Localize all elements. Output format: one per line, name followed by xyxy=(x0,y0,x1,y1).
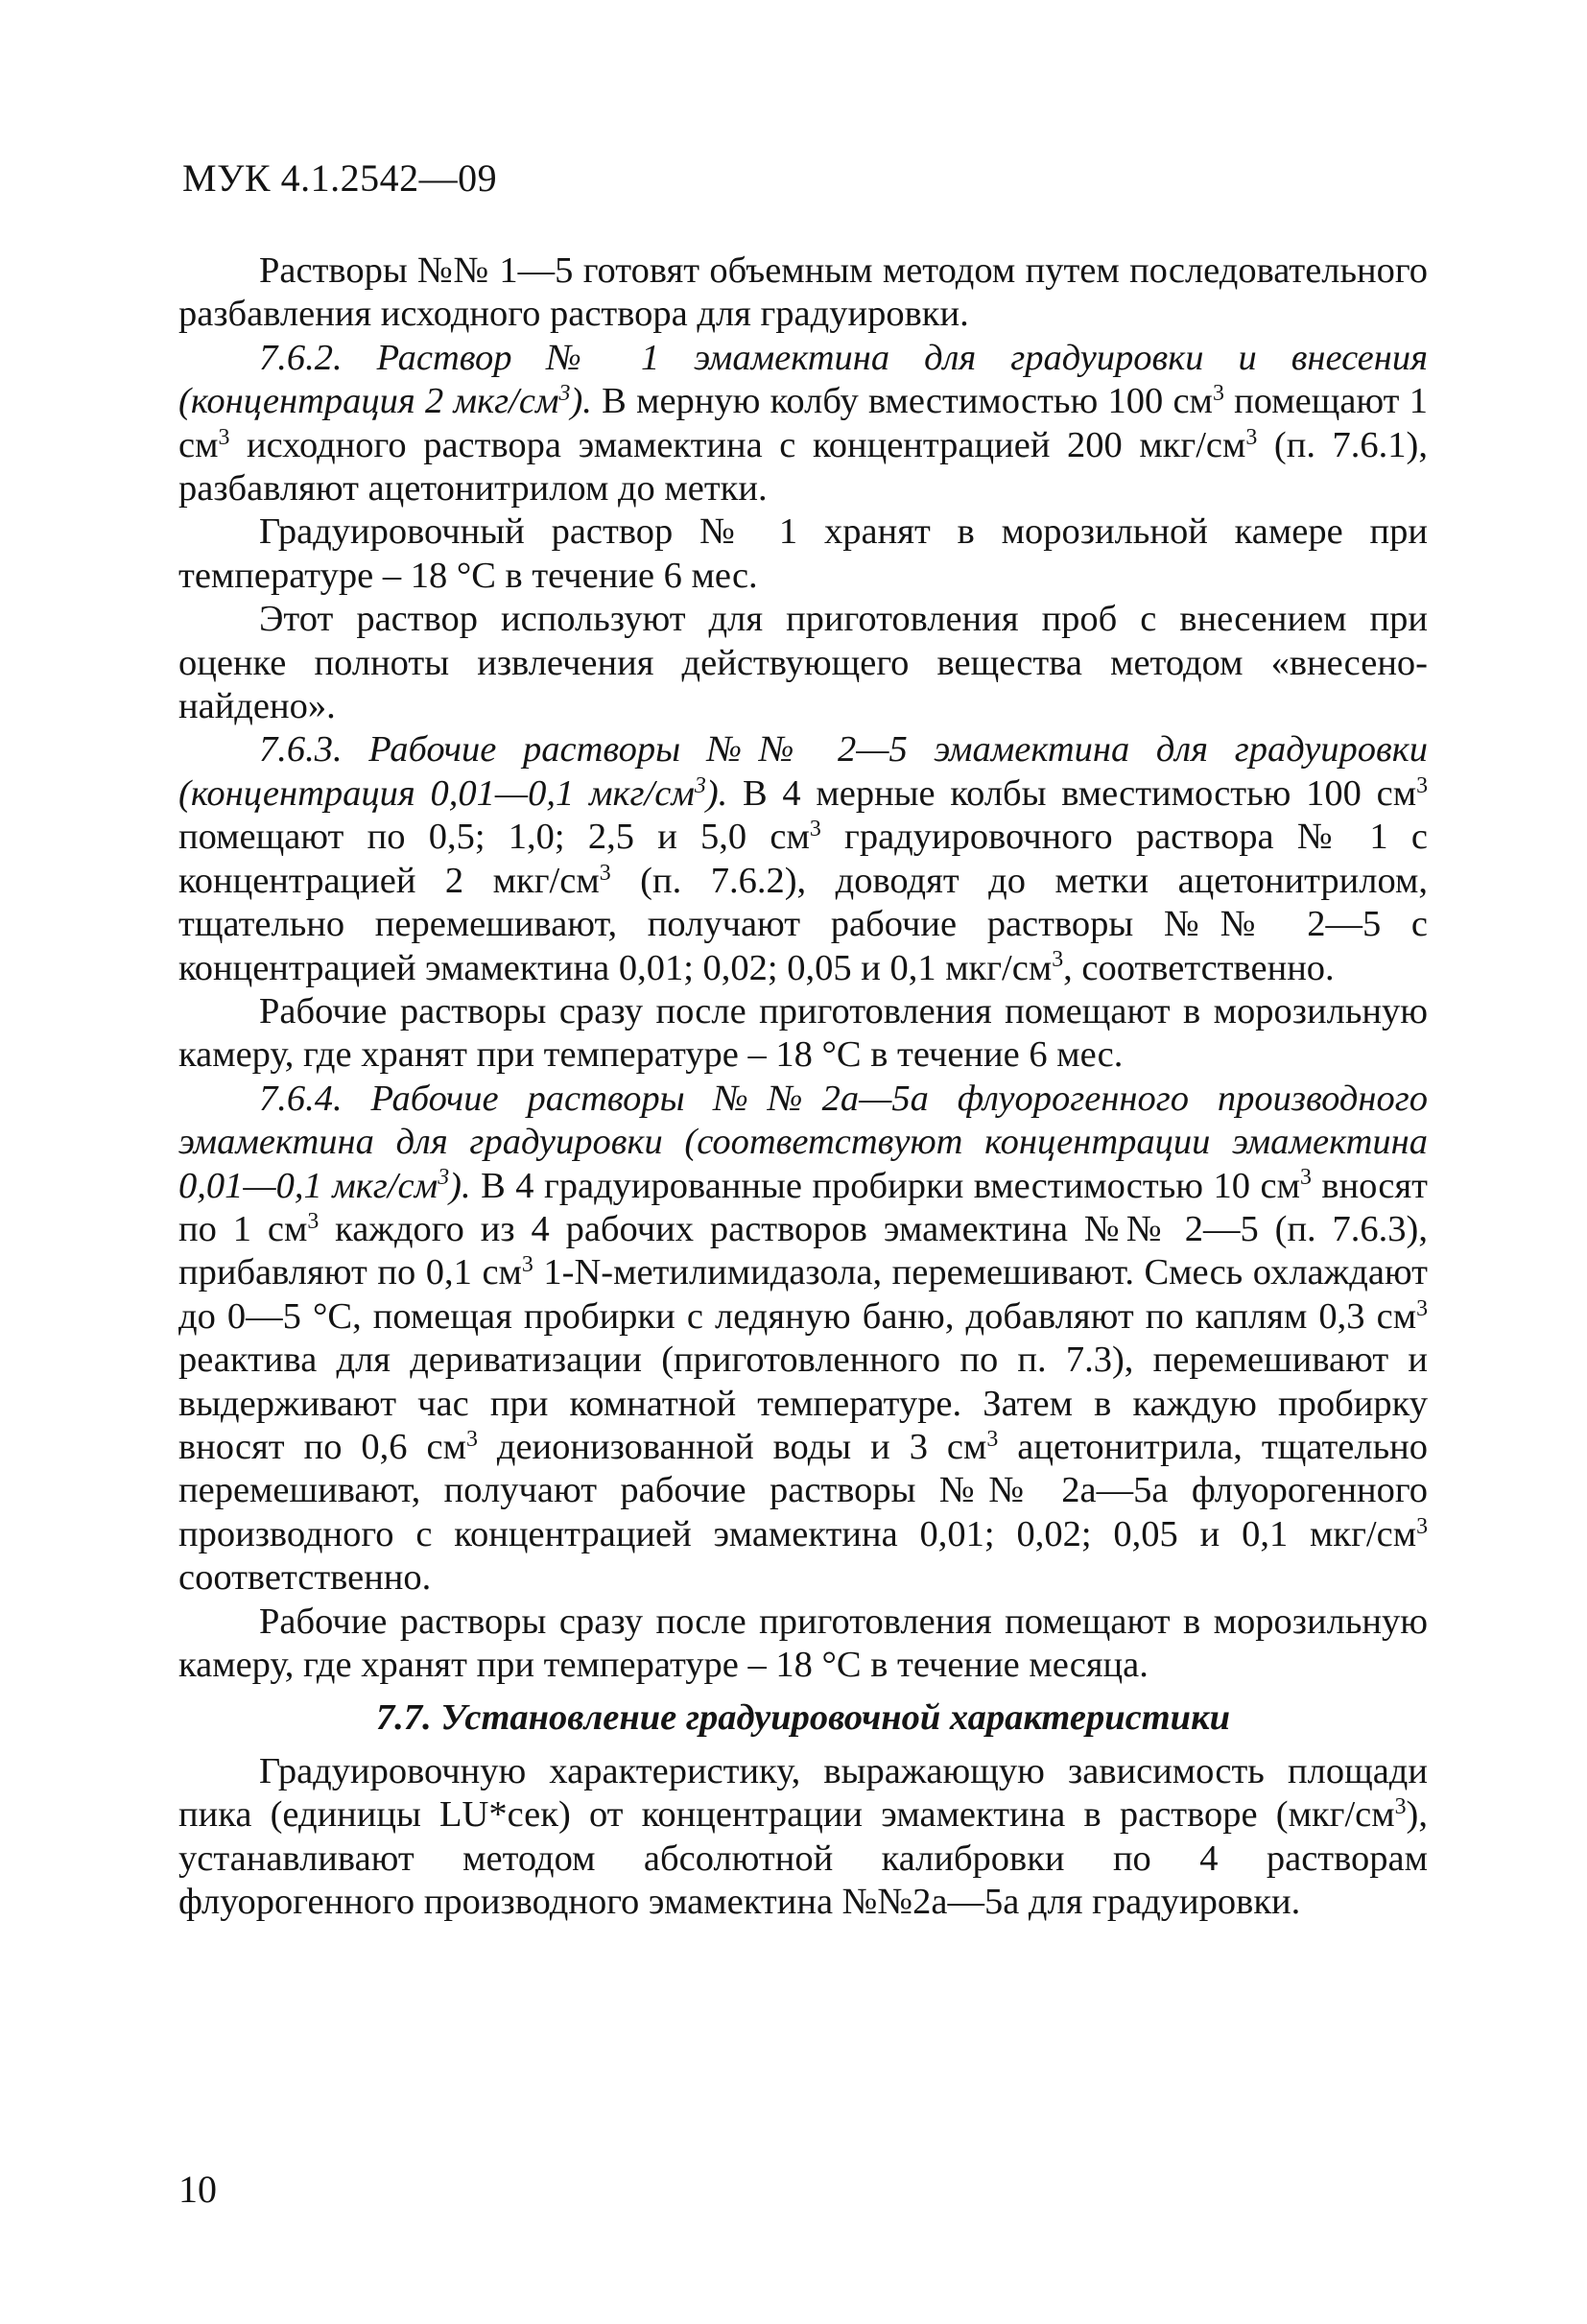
superscript: 3 xyxy=(1299,1165,1312,1191)
title-text: ). xyxy=(705,772,728,814)
paragraph-text: Растворы №№ 1—5 готовят объемным методом путем последовательного разбавления исходного раствора для градуировки. xyxy=(178,250,1428,335)
paragraph-text: помещают 1 см xyxy=(178,381,1429,465)
superscript: 3 xyxy=(1416,772,1428,798)
superscript: 3 xyxy=(809,817,821,842)
superscript: 3 xyxy=(1052,947,1064,973)
title-text: ). xyxy=(449,1165,471,1206)
title-text: 7.6.3. Рабочие растворы №№ 2—5 эмамектина для градуировки (концентрация 0,01—0,1 мкг/см xyxy=(178,729,1428,814)
paragraph-text: ацетонитрила, тщательно перемешивают, получают рабочие растворы №№ 2а—5а флуорогенного производного с концентрацией эмамектина 0,01; 0,02; 0,05 и 0,1 мкг/см xyxy=(178,1426,1429,1554)
superscript: 3 xyxy=(1245,424,1258,450)
paragraph-text: В 4 градуированные пробирки вместимостью 10 см xyxy=(470,1165,1300,1206)
title-text: 7.6.4. Рабочие растворы №№2а—5а флуорогенного производного эмамектина для градуировки (соответствуют концентрации эмамектина 0,01—0,1 мкг/см xyxy=(178,1078,1428,1206)
document-body xyxy=(178,249,1428,1924)
paragraph-text: Этот раствор используют для приготовления проб с внесением при оценке полноты извлечения действующего вещества методом «внесено-найдено». xyxy=(178,599,1428,727)
paragraph xyxy=(178,249,1428,337)
superscript: 3 xyxy=(1416,1295,1428,1321)
paragraph xyxy=(178,1601,1428,1688)
superscript: 3 xyxy=(986,1426,999,1452)
title-text: ). xyxy=(570,381,592,422)
paragraph-text: , соответственно. xyxy=(1063,947,1335,988)
superscript: 3 xyxy=(307,1208,320,1234)
superscript: 3 xyxy=(465,1426,478,1452)
superscript: 3 xyxy=(521,1252,533,1278)
paragraph-text: градуировочного раствора № 1 с концентрацией 2 мкг/см xyxy=(178,817,1428,901)
paragraph-text: (п. 7.6.1), разбавляют ацетонитрилом до метки. xyxy=(178,424,1428,510)
superscript: 3 xyxy=(558,381,571,407)
paragraph-text: исходного раствора эмамектина с концентрацией 200 мкг/см xyxy=(229,424,1246,465)
paragraph xyxy=(178,1750,1428,1925)
superscript: 3 xyxy=(694,772,706,798)
paragraph-text: ), устанавливают методом абсолютной калибровки по 4 растворам флуорогенного производного эмамектина №№2а—5а для градуировки. xyxy=(178,1794,1428,1923)
superscript: 3 xyxy=(1416,1513,1428,1539)
paragraph-text: (п. 7.6.2), доводят до метки ацетонитрилом, тщательно перемешивают, получают рабочие растворы №№ 2—5 с концентрацией эмамектина 0,01; 0,02; 0,05 и 0,1 мкг/см xyxy=(178,860,1429,988)
paragraph-text: помещают по 0,5; 1,0; 2,5 и 5,0 см xyxy=(178,817,810,858)
paragraph-text: Градуировочный раствор № 1 хранят в морозильной камере при температуре – 18 °С в течение 6 мес. xyxy=(178,511,1428,596)
superscript: 3 xyxy=(599,860,611,886)
paragraph-text: В мерную колбу вместимостью 100 см xyxy=(591,381,1213,422)
paragraph xyxy=(178,598,1428,728)
paragraph-text: деионизованной воды и 3 см xyxy=(477,1426,987,1467)
paragraph-text: Рабочие растворы сразу после приготовления помещают в морозильную камеру, где хранят при температуре – 18 °С в течение 6 мес. xyxy=(178,990,1428,1076)
paragraph-text: Рабочие растворы сразу после приготовления помещают в морозильную камеру, где хранят при температуре – 18 °С в течение месяца. xyxy=(178,1601,1428,1685)
paragraph-text: В 4 мерные колбы вместимостью 100 см xyxy=(727,772,1417,814)
document-code: МУК 4.1.2542—09 xyxy=(182,156,498,200)
section-title: 7.7. Установление градуировочной характеристики xyxy=(376,1697,1230,1739)
paragraph-text: Градуировочную характеристику, выражающую зависимость площади пика (единицы LU*сек) от концентрации эмамектина в растворе (мкг/см xyxy=(178,1750,1428,1836)
title-text: 7.6.2. Раствор № 1 эмамектина для градуировки и внесения (концентрация 2 мкг/см xyxy=(178,337,1428,422)
superscript: 3 xyxy=(1212,381,1224,407)
paragraph-762 xyxy=(178,337,1428,511)
paragraph xyxy=(178,990,1428,1078)
superscript: 3 xyxy=(1394,1794,1407,1820)
paragraph-763 xyxy=(178,728,1428,989)
paragraph-text: вносят по 1 см xyxy=(178,1165,1429,1249)
paragraph-764 xyxy=(178,1078,1428,1601)
superscript: 3 xyxy=(438,1165,450,1191)
paragraph-text: соответственно. xyxy=(178,1557,432,1599)
paragraph-text: 1-N-метилимидазола, перемешивают. Смесь охлаждают до 0—5 °С, помещая пробирки с ледяную баню, добавляют по каплям 0,3 см xyxy=(178,1252,1428,1337)
superscript: 3 xyxy=(218,424,230,450)
page-number: 10 xyxy=(178,2168,217,2211)
paragraph xyxy=(178,510,1428,598)
paragraph-text: каждого из 4 рабочих растворов эмамектина №№ 2—5 (п. 7.6.3), прибавляют по 0,1 см xyxy=(178,1208,1428,1293)
paragraph-text: реактива для дериватизации (приготовленного по п. 7.3), перемешивают и выдерживают час при комнатной температуре. Затем в каждую пробирку вносят по 0,6 см xyxy=(178,1340,1428,1467)
